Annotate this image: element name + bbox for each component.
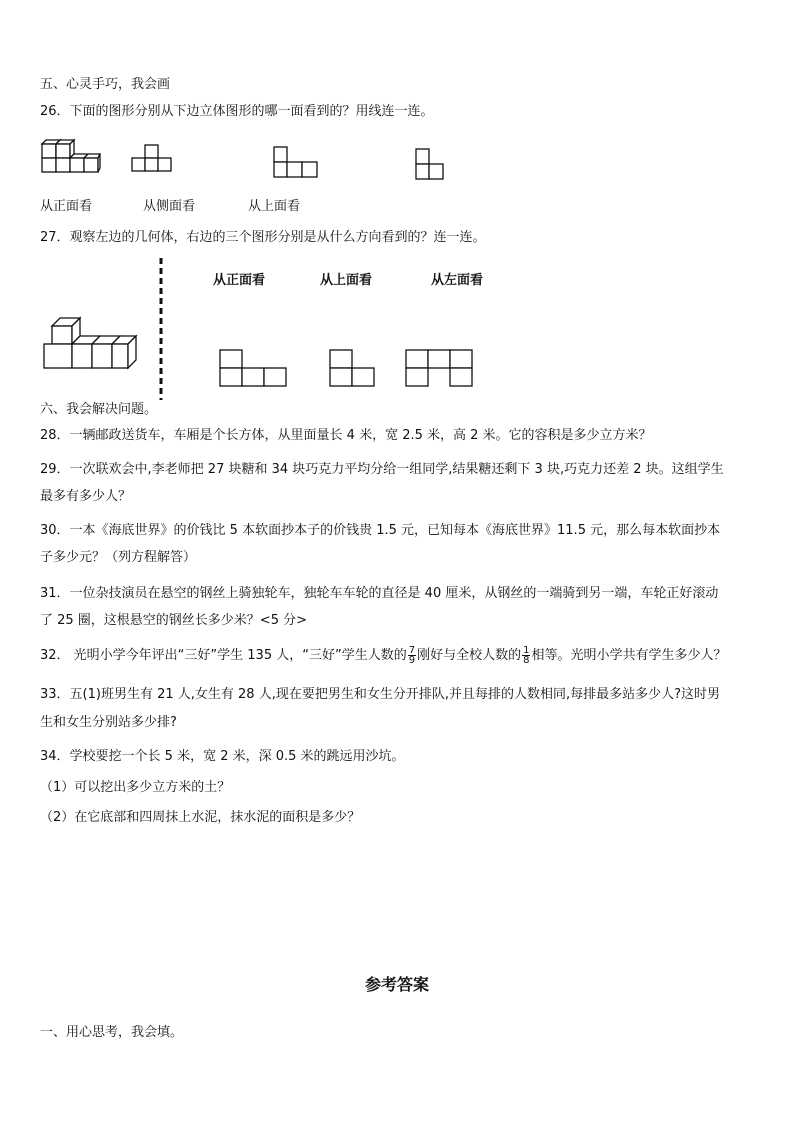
question-34-sub2: （2）在它底部和四周抹上水泥，抹水泥的面积是多少？ bbox=[40, 810, 361, 825]
q32-text-2: 刚好与全校人数的 bbox=[417, 648, 522, 663]
question-30-line2: 子多少元？（列方程解答） bbox=[40, 550, 197, 565]
question-27: 27．观察左边的几何体，右边的三个图形分别是从什么方向看到的？连一连。 bbox=[40, 230, 486, 245]
q26-view-3 bbox=[414, 147, 448, 183]
answers-title: 参考答案 bbox=[364, 975, 429, 994]
question-28: 28．一辆邮政送货车，车厢是个长方体，从里面量长 4 米，宽 2.5 米，高 2 米。它的容积是多少立方米？ bbox=[40, 428, 652, 443]
q27-solid-figure bbox=[40, 312, 140, 374]
q26-label-side: 从侧面看 bbox=[143, 199, 196, 214]
q27-label-front: 从正面看 bbox=[213, 273, 266, 288]
question-34-sub1: （1）可以挖出多少立方米的土？ bbox=[40, 780, 231, 795]
q27-dashed-divider bbox=[158, 258, 164, 400]
q26-label-front: 从正面看 bbox=[40, 199, 93, 214]
q32-frac2-numerator: 1 bbox=[523, 645, 530, 656]
q27-view-2 bbox=[328, 348, 378, 388]
q32-fraction-2 bbox=[522, 646, 530, 665]
q32-frac2-denominator: 8 bbox=[523, 655, 530, 666]
question-29-line2: 最多有多少人？ bbox=[40, 489, 132, 504]
q27-label-top: 从上面看 bbox=[320, 273, 373, 288]
q32-frac1-numerator: 7 bbox=[408, 645, 416, 656]
answers-section1-heading: 一、用心思考，我会填。 bbox=[40, 1025, 184, 1040]
question-31-line1: 31．一位杂技演员在悬空的钢丝上骑独轮车，独轮车车轮的直径是 40 厘米，从钢丝的一端骑到另一端，车轮正好滚动 bbox=[40, 586, 719, 601]
question-34: 34．学校要挖一个长 5 米，宽 2 米，深 0.5 米的跳远用沙坑。 bbox=[40, 749, 405, 764]
question-29-line1: 29．一次联欢会中,李老师把 27 块糖和 34 块巧克力平均分给一组同学,结果糖还剩下 3 块,巧克力还差 2 块。这组学生 bbox=[40, 462, 724, 477]
q32-frac1-denominator: 9 bbox=[408, 655, 416, 666]
section5-heading: 五、心灵手巧，我会画 bbox=[40, 77, 171, 92]
q26-view-1 bbox=[130, 143, 174, 177]
q26-solid-figure bbox=[38, 134, 102, 182]
q32-text-1: 32． 光明小学今年评出“三好”学生 135 人，“三好”学生人数的 bbox=[40, 648, 407, 663]
q26-view-2 bbox=[272, 145, 320, 179]
question-31-line2: 了 25 圈，这根悬空的钢丝长多少米？<5 分> bbox=[40, 613, 307, 628]
question-32 bbox=[40, 646, 726, 665]
section6-heading: 六、我会解决问题。 bbox=[40, 402, 158, 417]
question-33-line2: 生和女生分别站多少排? bbox=[40, 715, 177, 730]
q32-text-3: 相等。光明小学共有学生多少人？ bbox=[531, 648, 727, 663]
question-33-line1: 33．五(1)班男生有 21 人,女生有 28 人,现在要把男生和女生分开排队,并且每排的人数相同,每排最多站多少人?这时男 bbox=[40, 687, 720, 702]
q26-label-top: 从上面看 bbox=[248, 199, 301, 214]
q32-fraction-1 bbox=[408, 646, 416, 665]
q27-label-left: 从左面看 bbox=[431, 273, 484, 288]
question-30-line1: 30．一本《海底世界》的价钱比 5 本软面抄本子的价钱贵 1.5 元，已知每本《海底世界》11.5 元，那么每本软面抄本 bbox=[40, 523, 721, 538]
question-26: 26．下面的图形分别从下边立体图形的哪一面看到的？用线连一连。 bbox=[40, 104, 434, 119]
q27-view-1 bbox=[218, 348, 290, 388]
q27-view-3 bbox=[404, 348, 476, 388]
